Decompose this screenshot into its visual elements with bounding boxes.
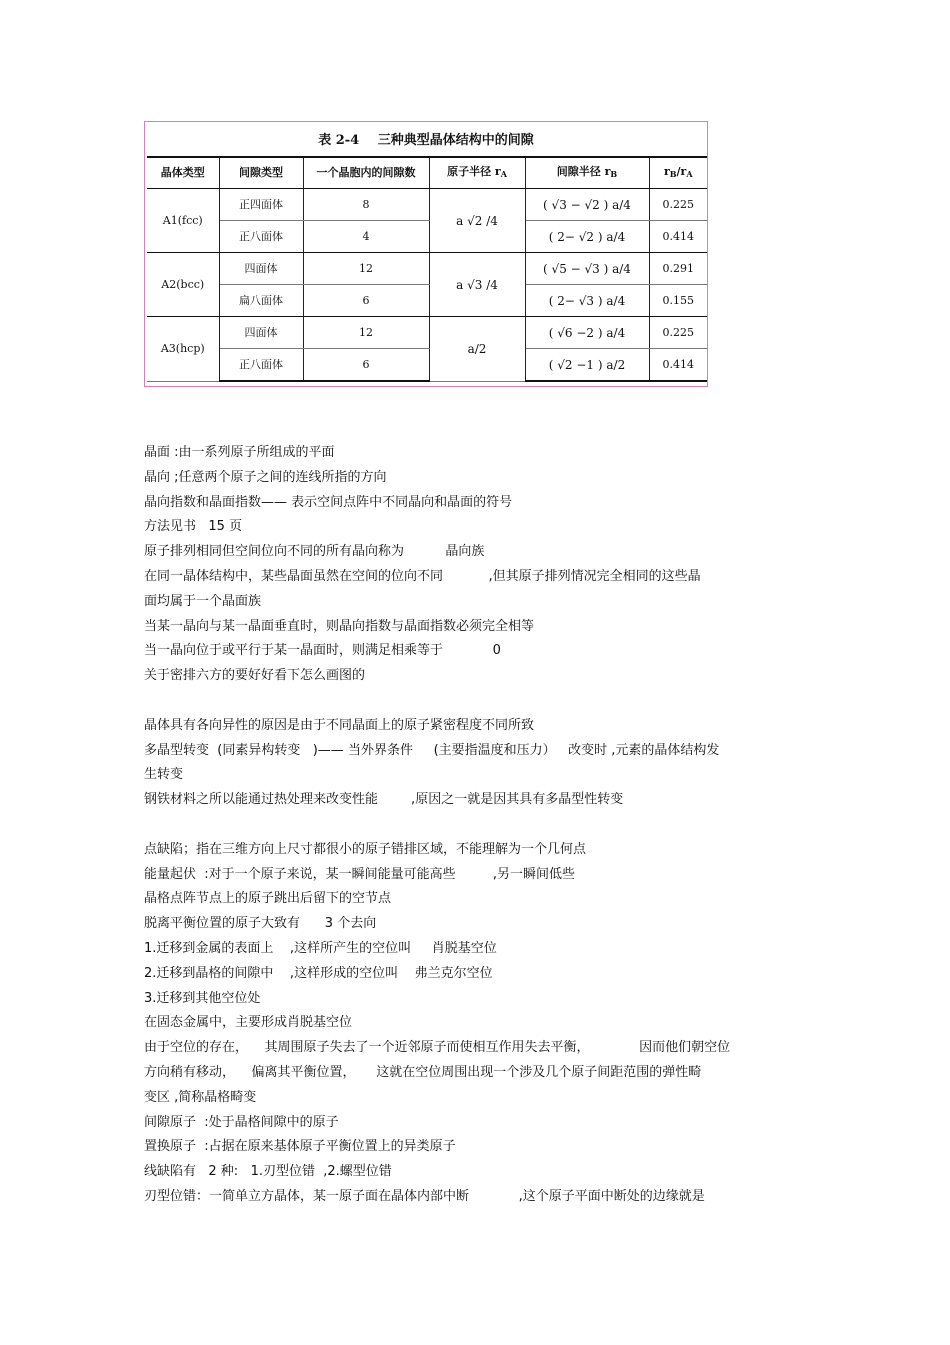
gap-table (147, 156, 707, 382)
text-line: 在固态金属中，主要形成肖脱基空位 (144, 1015, 353, 1031)
gap-radius-cell: ( √2 −1 ) a/2 (525, 349, 649, 382)
text-line: 由于空位的存在， 其周围原子失去了一个近邻原子而使相互作用失去平衡， 因而他们朝空位 (144, 1040, 731, 1056)
text-line: 变区 ,简称晶格畸变 (144, 1089, 257, 1105)
gap-type-cell: 正八面体 (219, 221, 303, 253)
gap-count-cell: 8 (303, 189, 429, 221)
table-header-row (147, 157, 707, 189)
text-line: 晶格点阵节点上的原子跳出后留下的空节点 (144, 891, 392, 907)
text-line: 钢铁材料之所以能通过热处理来改变性能 ,原因之一就是因其具有多晶型性转变 (144, 792, 624, 808)
text-line: 1.迁移到金属的表面上 ,这样所产生的空位叫 肖脱基空位 (144, 940, 497, 956)
text-line: 面均属于一个晶面族 (144, 593, 262, 609)
crystal-type-cell: A2(bcc) (147, 253, 219, 317)
ratio-cell: 0.225 (649, 317, 707, 349)
body-text (144, 441, 824, 1210)
text-line: 刃型位错：一简单立方晶体，某一原子面在晶体内部中断 ,这个原子平面中断处的边缘就是 (144, 1188, 705, 1204)
table-row (147, 253, 707, 285)
gap-radius-cell: ( √6 −2 ) a/4 (525, 317, 649, 349)
gap-type-cell: 正四面体 (219, 189, 303, 221)
blank-line (144, 689, 824, 714)
gap-radius-cell: ( 2− √2 ) a/4 (525, 221, 649, 253)
text-line: 线缺陷有 2 种: 1.刃型位错 ,2.螺型位错 (144, 1164, 392, 1180)
table-row (147, 221, 707, 253)
ratio-cell: 0.225 (649, 189, 707, 221)
text-line: 当一晶向位于或平行于某一晶面时，则满足相乘等于 0 (144, 643, 501, 659)
ratio-cell: 0.414 (649, 349, 707, 382)
gap-type-cell: 正八面体 (219, 349, 303, 382)
text-line: 晶向 ;任意两个原子之间的连线所指的方向 (144, 469, 387, 485)
text-line: 晶面 :由一系列原子所组成的平面 (144, 445, 335, 460)
crystal-type-cell: A1(fcc) (147, 189, 219, 253)
ratio-cell: 0.414 (649, 221, 707, 253)
gap-count-cell: 12 (303, 317, 429, 349)
text-line: 2.迁移到晶格的间隙中 ,这样形成的空位叫 弗兰克尔空位 (144, 965, 493, 981)
gap-count-cell: 6 (303, 285, 429, 317)
text-line: 多晶型转变 (同素异构转变 )—— 当外界条件 (主要指温度和压力） 改变时 ,元素的晶体结构发 (144, 742, 720, 758)
gap-table-figure (144, 121, 708, 387)
text-line: 方法见书 15 页 (144, 519, 243, 535)
gap-count-cell: 12 (303, 253, 429, 285)
text-line: 生转变 (144, 767, 184, 783)
text-line: 关于密排六方的要好好看下怎么画图的 (144, 668, 366, 684)
header-crystal-type: 晶体类型 (147, 157, 219, 189)
text-line: 点缺陷；指在三维方向上尺寸都很小的原子错排区域，不能理解为一个几何点 (144, 841, 587, 857)
text-line: 能量起伏 :对于一个原子来说，某一瞬间能量可能高些 ,另一瞬间低些 (144, 866, 575, 882)
gap-type-cell: 四面体 (219, 317, 303, 349)
text-line: 置换原子 :占据在原来基体原子平衡位置上的异类原子 (144, 1139, 456, 1155)
text-line: 脱离平衡位置的原子大致有 3 个去向 (144, 916, 377, 932)
table-row (147, 285, 707, 317)
text-line: 3.迁移到其他空位处 (144, 990, 261, 1006)
text-line: 晶体具有各向异性的原因是由于不同晶面上的原子紧密程度不同所致 (144, 717, 535, 733)
table-caption: 三种典型晶体结构中的间隙 (377, 133, 534, 148)
text-line: 在同一晶体结构中，某些晶面虽然在空间的位向不同 ,但其原子排列情况完全相同的这些晶 (144, 568, 701, 584)
atom-radius-cell: a √3 /4 (429, 253, 525, 317)
table-row (147, 349, 707, 382)
table-row (147, 189, 707, 221)
header-gap-type: 间隙类型 (219, 157, 303, 189)
text-line: 方向稍有移动， 偏离其平衡位置， 这就在空位周围出现一个涉及几个原子间距范围的弹性畸 (144, 1064, 702, 1080)
table-title (145, 129, 707, 148)
blank-line (144, 813, 824, 838)
table-row (147, 317, 707, 349)
header-ratio: $r_B/r_A$ (649, 157, 707, 189)
atom-radius-cell: a √2 /4 (429, 189, 525, 253)
crystal-type-cell: A3(hcp) (147, 317, 219, 382)
text-line: 当某一晶向与某一晶面垂直时，则晶向指数与晶面指数必须完全相等 (144, 618, 535, 634)
text-line: 原子排列相同但空间位向不同的所有晶向称为 晶向族 (144, 544, 485, 560)
table-number: 表 2-4 (318, 133, 360, 148)
ratio-cell: 0.155 (649, 285, 707, 317)
atom-radius-cell: a/2 (429, 317, 525, 382)
text-line: 间隙原子 :处于晶格间隙中的原子 (144, 1114, 339, 1130)
gap-radius-cell: ( √5 − √3 ) a/4 (525, 253, 649, 285)
header-gap-count: 一个晶胞内的间隙数 (303, 157, 429, 189)
gap-radius-cell: ( √3 − √2 ) a/4 (525, 189, 649, 221)
header-gap-radius: 间隙半径 $r_B$ (525, 157, 649, 189)
gap-count-cell: 4 (303, 221, 429, 253)
gap-count-cell: 6 (303, 349, 429, 382)
header-atom-radius: 原子半径 $r_A$ (429, 157, 525, 189)
ratio-cell: 0.291 (649, 253, 707, 285)
gap-type-cell: 四面体 (219, 253, 303, 285)
gap-type-cell: 扁八面体 (219, 285, 303, 317)
gap-radius-cell: ( 2− √3 ) a/4 (525, 285, 649, 317)
text-line: 晶向指数和晶面指数—— 表示空间点阵中不同晶向和晶面的符号 (144, 494, 513, 510)
